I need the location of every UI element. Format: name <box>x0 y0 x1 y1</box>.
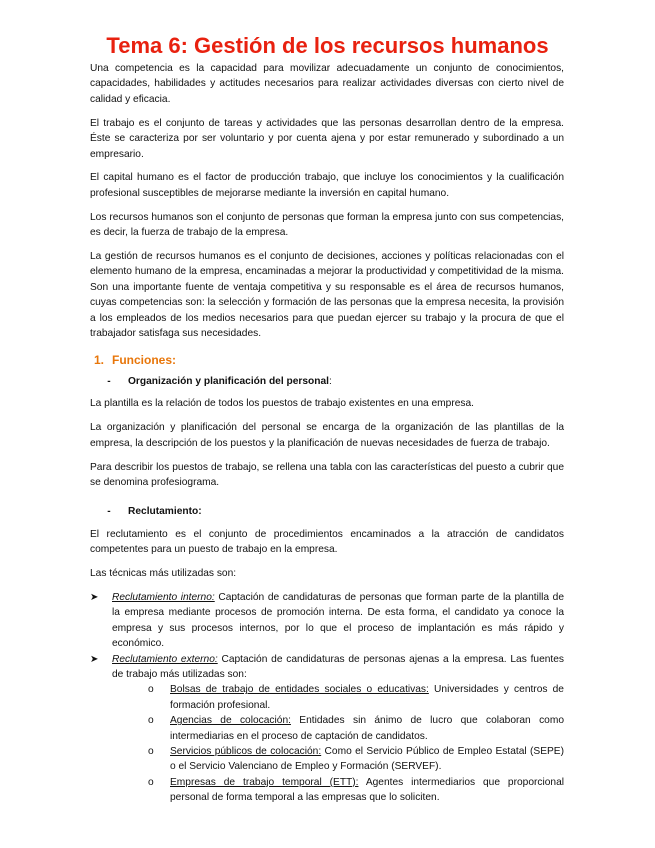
section-title: Funciones: <box>112 352 177 367</box>
intro-paragraph: La gestión de recursos humanos es el conjunto de decisiones, acciones y políticas relacionadas con el elemento humano de la empresa, encaminadas a mejorar la productividad y competitividad de la misma. Son una importante fuente de ventaja competitiva y su responsable es el área de recursos humanos, cuyas competencias son: la selección y formación de las personas que la empresa necesita, la provisión a los empleados de los medios necesarios para que puedan ejercer su trabajo y la procura de que el trabajador satisfaga sus necesidades. <box>90 251 564 340</box>
document-body <box>90 61 564 806</box>
term-label: Empresas de trabajo temporal (ETT): <box>170 776 359 788</box>
subsection-title: Reclutamiento: <box>128 506 202 518</box>
body-paragraph: Las técnicas más utilizadas son: <box>90 568 237 580</box>
sublist-item <box>148 775 564 806</box>
subsection-title: Organización y planificación del personal <box>128 375 329 387</box>
circle-bullet-icon: o <box>148 715 154 727</box>
body-paragraph: El reclutamiento es el conjunto de procedimientos encaminados a la atracción de candidatos competentes para un puesto de trabajo en la empresa. <box>90 528 564 556</box>
subsection-colon: : <box>328 375 332 387</box>
page-title: Tema 6: Gestión de los recursos humanos <box>106 33 549 58</box>
arrow-bullet-icon: ➤ <box>90 591 99 603</box>
subsection-heading-organizacion <box>90 374 564 389</box>
intro-paragraph: Los recursos humanos son el conjunto de personas que forman la empresa junto con sus competencias, es decir, la fuerza de trabajo de la empresa. <box>90 211 564 239</box>
circle-bullet-icon: o <box>148 776 154 788</box>
term-label: Bolsas de trabajo de entidades sociales o educativas: <box>170 684 429 696</box>
body-paragraph: Para describir los puestos de trabajo, se rellena una tabla con las características del puesto a cubrir que se denomina profesiograma. <box>90 461 564 488</box>
intro-paragraph: Una competencia es la capacidad para movilizar adecuadamente un conjunto de conocimientos, capacidades, habilidades y actitudes necesarios para realizar actividades diversas con cierto nivel de calidad y eficacia. <box>90 63 564 105</box>
section-heading <box>90 353 564 368</box>
subsection-heading-reclutamiento <box>90 504 564 519</box>
list-item-reclutamiento-externo <box>90 652 564 683</box>
body-paragraph: La organización y planificación del personal se encarga de la organización de las plantillas de la empresa, la descripción de los puestos y la planificación de nuevas necesidades de fuerza de trabajo. <box>90 422 564 449</box>
term-label: Servicios públicos de colocación: <box>170 746 322 758</box>
section-number: 1. <box>94 352 105 367</box>
body-paragraph: La plantilla es la relación de todos los puestos de trabajo existentes en una empresa. <box>90 398 474 410</box>
term-description: Universidades y centros de formación profesional. <box>170 684 564 711</box>
term-label: Agencias de colocación: <box>170 715 291 727</box>
term-description: Agentes intermediarios que proporcional personal de forma temporal a las empresas que lo soliciten. <box>170 776 564 804</box>
term-description: Captación de candidaturas de personas ajenas a la empresa. Las fuentes de trabajo más utilizadas son: <box>112 653 564 680</box>
term-label: Reclutamiento interno: <box>112 591 215 603</box>
term-label: Reclutamiento externo: <box>112 653 218 665</box>
term-description: Captación de candidaturas de personas que forman parte de la plantilla de la empresa mediante procesos de promoción interna. De esta forma, el candidato ya conoce la empresa y sus procesos internos, por lo que el proceso de implantación es más rápido y económico. <box>112 591 564 650</box>
term-description: Entidades sin ánimo de lucro que colaboran como intermediarias en el proceso de captación de candidatos. <box>170 715 564 742</box>
sublist-item <box>148 713 564 744</box>
term-description: Como el Servicio Público de Empleo Estatal (SEPE) o el Servicio Valenciano de Empleo y Formación (SERVEF). <box>170 746 564 773</box>
circle-bullet-icon: o <box>148 684 154 696</box>
sublist-item <box>148 682 564 713</box>
sublist-item <box>148 744 564 775</box>
dash-bullet: - <box>107 375 111 387</box>
intro-paragraph: El capital humano es el factor de producción trabajo, que incluye los conocimientos y la cualificación profesional susceptibles de mejorarse mediante la inversión en capital humano. <box>90 172 564 199</box>
arrow-bullet-icon: ➤ <box>90 653 99 665</box>
dash-bullet: - <box>107 506 111 518</box>
intro-paragraph: El trabajo es el conjunto de tareas y actividades que las personas desarrollan dentro de la empresa. Éste se caracteriza por ser voluntario y por cuenta ajena y por estar remunerado y subordinado a un empresario. <box>90 117 564 160</box>
circle-bullet-icon: o <box>148 746 154 758</box>
list-item-reclutamiento-interno <box>90 590 564 652</box>
